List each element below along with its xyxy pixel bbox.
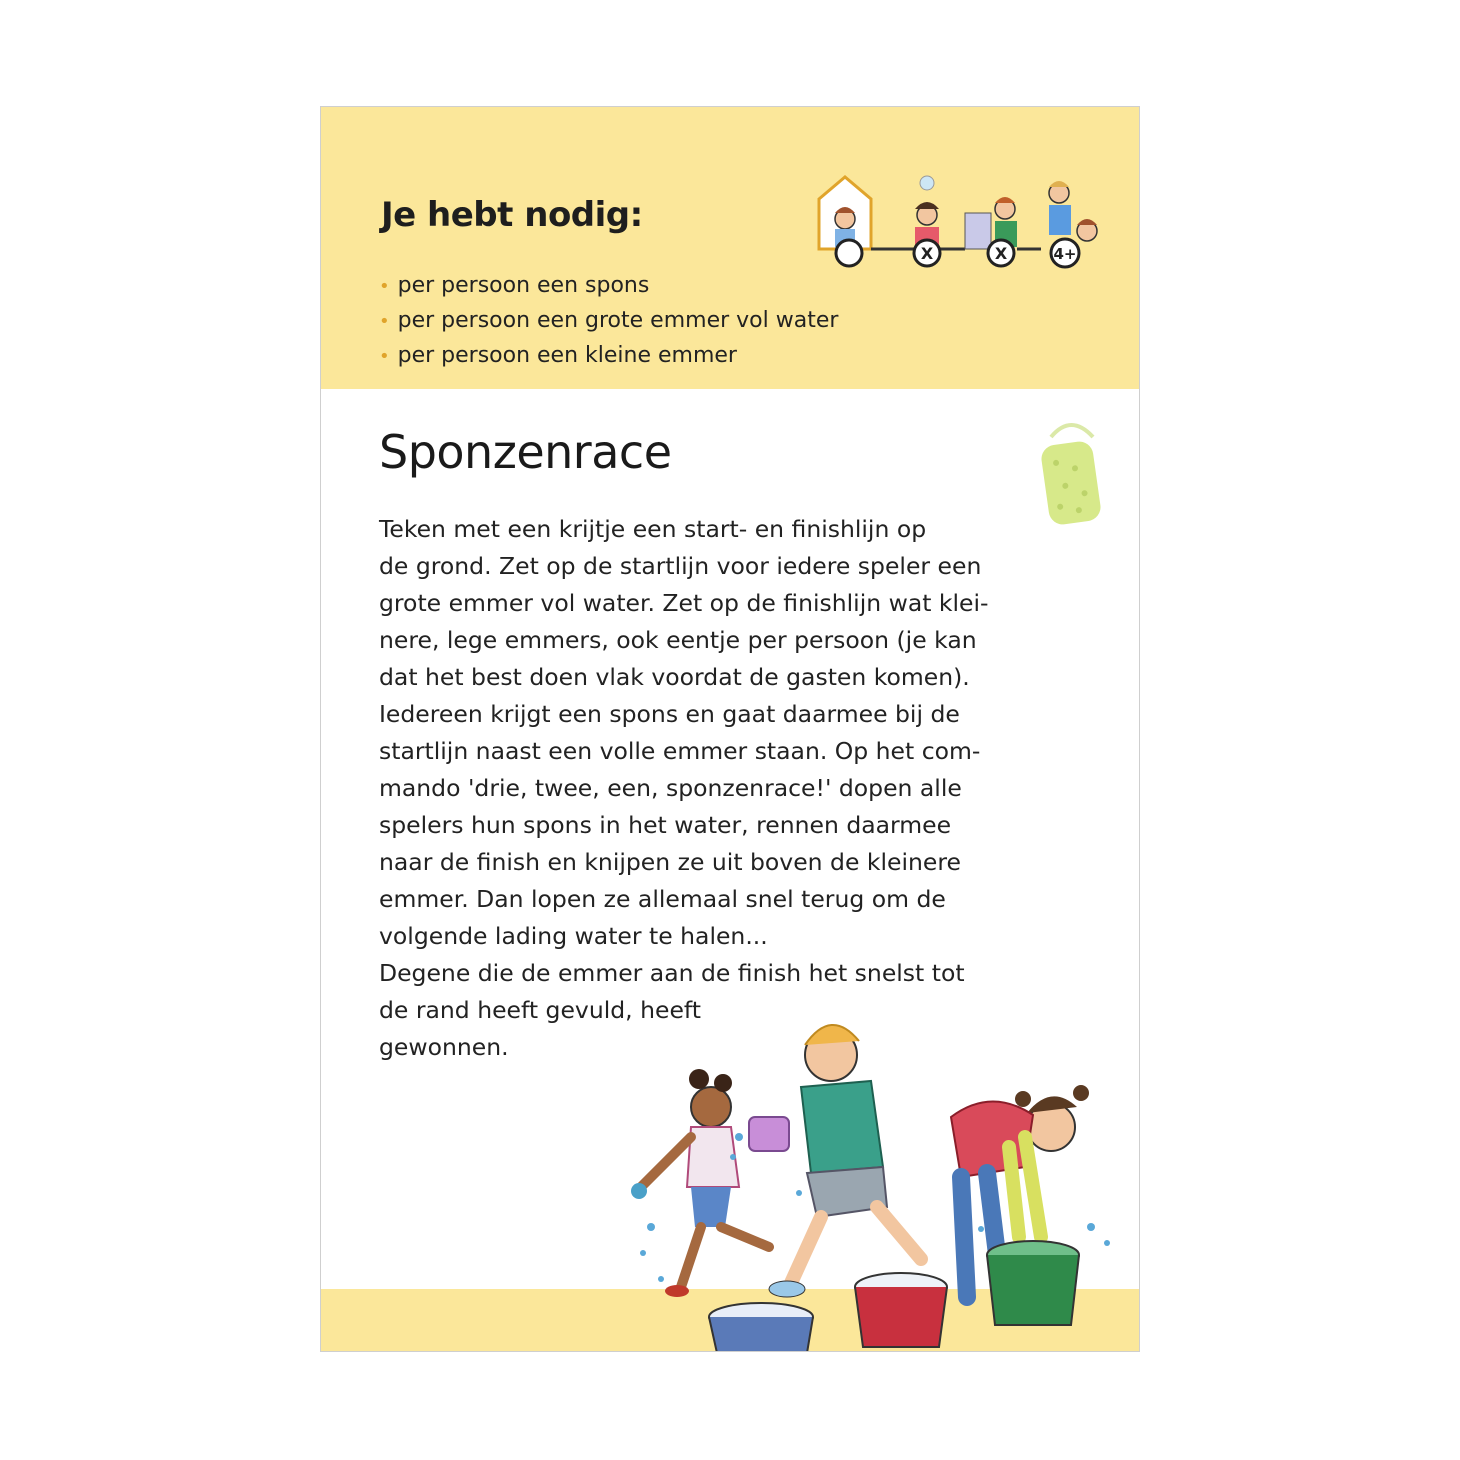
red-bucket-icon [855,1273,947,1347]
boy-figure [730,1025,921,1297]
needs-item: • per persoon een spons [379,273,650,298]
game-title: Sponzenrace [379,425,672,479]
needs-title: Je hebt nodig: [381,195,643,235]
game-instructions: Teken met een krijtje een start- en finishlijn op de grond. Zet op de startlijn voor iedere speler een grote emmer vol water. Zet op de finishlijn wat klei- nere, lege emmers, ook eentje per persoon (je kan dat het best doen vlak voordat de gasten komen). Iedereen krijgt een spons en gaat daarmee bij de startlijn naast een volle emmer staan. Op het com- mando 'drie, twee, een, sponzenrace!' dopen alle spelers hun spons in het water, rennen daarmee naar de finish en knijpen ze uit boven de kleinere emmer. Dan lopen ze allemaal snel terug om de volgende lading water te halen... Degene die de emmer aan de finish het snelst tot de rand heeft gevuld, heeft gewonnen. [379,515,989,1061]
svg-text:X: X [920,244,934,263]
game-card [320,106,1140,1352]
age-badge: 4+ [1053,245,1077,263]
outside-icon [915,176,939,249]
needs-item: • per persoon een grote emmer vol water [379,308,839,333]
bullet-icon: • [379,346,390,367]
group-icon [1049,181,1097,241]
girl-running-figure [631,1069,769,1297]
bullet-icon: • [379,276,390,297]
needs-item: • per persoon een kleine emmer [379,343,737,368]
kids-racing-illustration [621,997,1140,1352]
house-icon [819,177,871,249]
player-setting-icons [815,169,1109,269]
bullet-icon: • [379,311,390,332]
blue-bucket-icon [709,1303,813,1352]
svg-text:X: X [994,244,1008,263]
needs-list [379,269,838,374]
